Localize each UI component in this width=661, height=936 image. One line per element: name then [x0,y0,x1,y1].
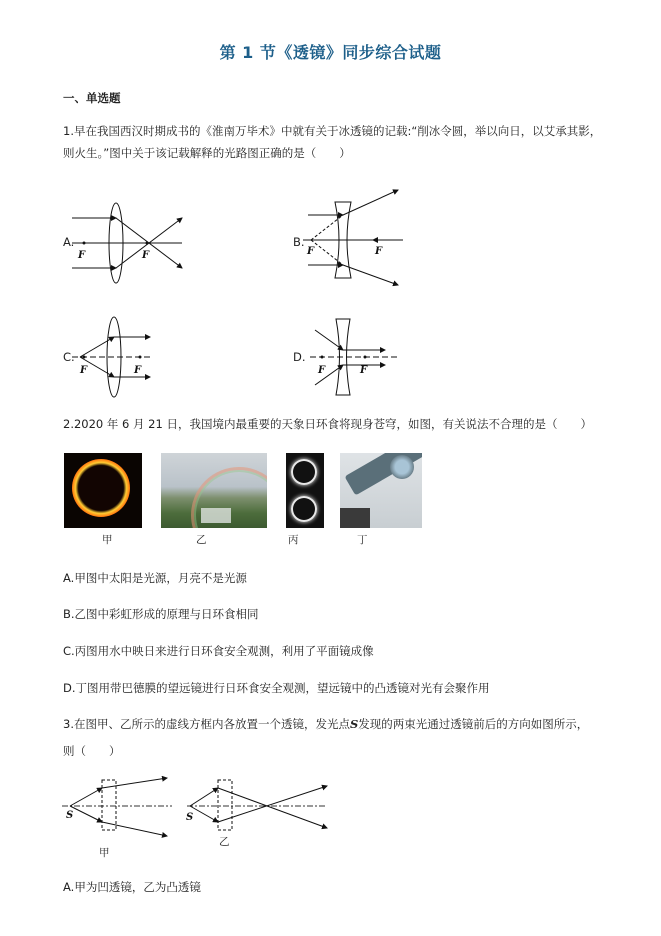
q1-option-c-label: C. [63,350,75,364]
q1-option-a-label: A. [63,235,75,249]
q2-option-a: A.甲图中太阳是光源，月亮不是光源 [63,571,247,585]
q1-b-focus-left: F [307,246,315,257]
q3-stem-part-a: 3.在图甲、乙所示的虚线方框内各放置一个透镜，发光点 [63,717,350,731]
q3-stem-line2: 则（ ） [63,744,121,758]
photo-annular-eclipse [64,453,142,528]
q1-option-b-diagram [303,190,423,280]
q3-label-jia: 甲 [99,847,110,859]
q3-label-yi: 乙 [219,836,230,848]
q3-s-right: S [186,812,194,823]
q2-option-c: C.丙图用水中映日来进行日环食安全观测，利用了平面镜成像 [63,644,374,658]
q1-a-focus-left: F [78,250,86,261]
q1-option-b-label: B. [293,235,305,249]
q3-s-left: S [66,810,74,821]
q3-option-a: A.甲为凹透镜，乙为凸透镜 [63,880,201,894]
q1-c-focus-right: F [134,365,142,376]
caption-ding: 丁 [357,534,368,546]
q2-option-b: B.乙图中彩虹形成的原理与日环食相同 [63,607,259,621]
q1-b-focus-right: F [375,246,383,257]
q1-option-d-diagram [310,315,420,405]
q2-stem: 2.2020 年 6 月 21 日，我国境内最重要的天象日环食将现身苍穹，如图，有关说法不合理的是（ ） [63,417,592,431]
q1-stem-line1: 1.早在我国西汉时期成书的《淮南万毕术》中就有关于冰透镜的记载:“削冰令圆，举以向日，以艾承其影， [63,124,602,138]
q2-option-d: D.丁图用带巴德膜的望远镜进行日环食安全观测，望远镜中的凸透镜对光有会聚作用 [63,681,490,695]
photo-rainbow [161,453,267,528]
q3-point-s: S [349,717,359,731]
photo-water-reflection [286,453,324,528]
caption-jia: 甲 [102,534,113,546]
caption-yi: 乙 [196,534,207,546]
q3-stem-line1 [63,714,588,734]
q1-d-focus-right: F [360,365,368,376]
page-title: 第 1 节《透镜》同步综合试题 [219,43,442,62]
section-heading: 一、单选题 [63,91,121,105]
q3-stem-part-b: 发现的两束光通过透镜前后的方向如图所示， [358,717,589,731]
q1-option-a-diagram [72,198,272,288]
q1-option-d-label: D. [293,350,306,364]
caption-bing: 丙 [288,534,299,546]
photo-telescope [340,453,422,528]
q1-d-focus-left: F [318,365,326,376]
q1-stem-line2: 则火生。”图中关于该记载解释的光路图正确的是（ ） [63,146,351,160]
q1-a-focus-right: F [142,250,150,261]
q1-c-focus-left: F [80,365,88,376]
q1-option-c-diagram [72,315,182,405]
